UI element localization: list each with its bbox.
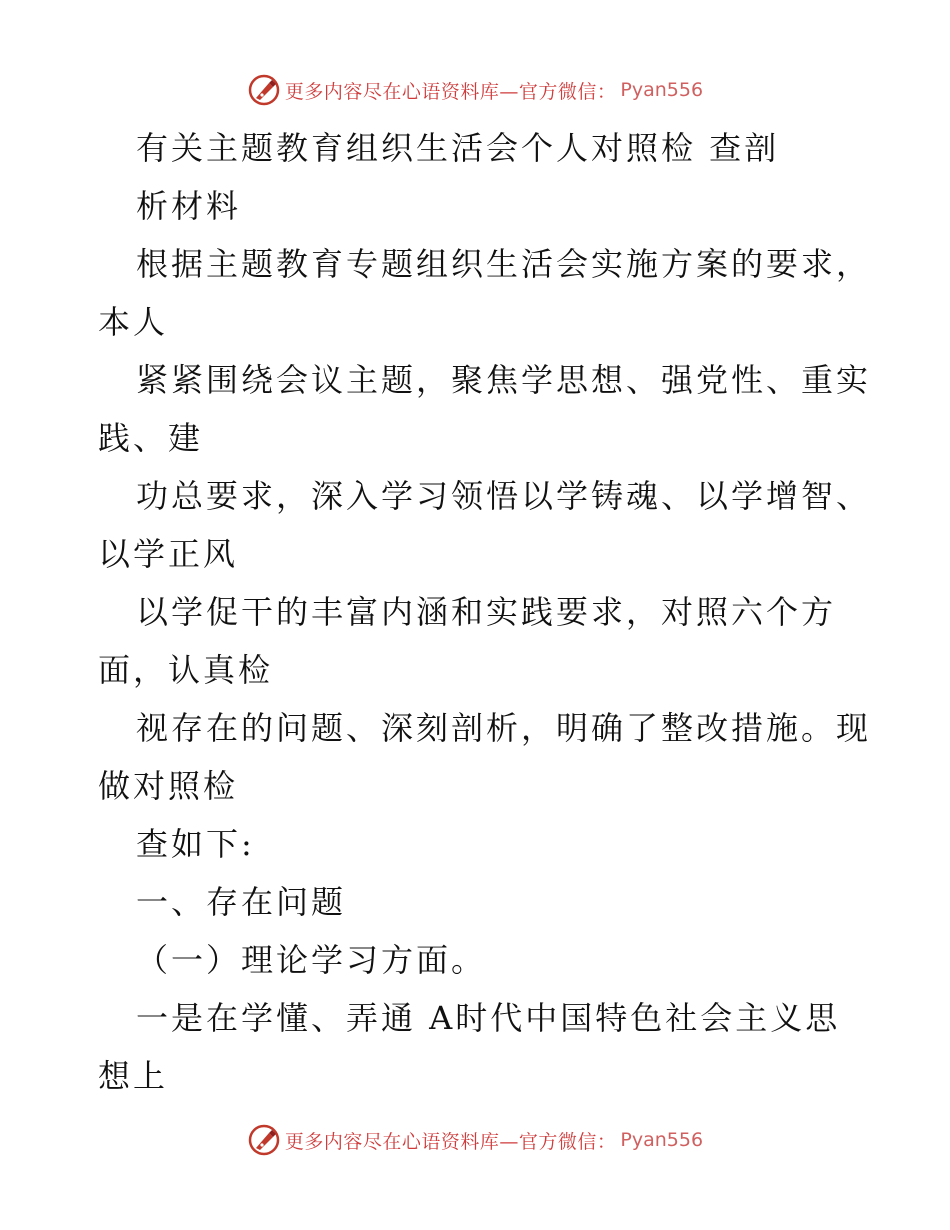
watermark-account: Pyan556: [620, 79, 704, 101]
doc-paragraph-line: 功总要求，深入学习领悟以学铸魂、以学增智、: [136, 477, 872, 515]
doc-paragraph-line: 以学促干的丰富内涵和实践要求，对照六个方: [136, 593, 837, 631]
watermark-footer: [0, 1120, 950, 1160]
doc-paragraph-line: 紧紧围绕会议主题，聚焦学思想、强党性、重实: [136, 361, 872, 399]
doc-paragraph-line: 一是在学懂、弄通 A时代中国特色社会主义思: [136, 999, 841, 1037]
doc-paragraph-line: 践、建: [98, 419, 204, 457]
doc-paragraph-line: 以学正风: [98, 535, 239, 573]
doc-paragraph-line: 本人: [98, 303, 169, 341]
doc-title-line-2: 析材料: [136, 187, 242, 225]
pen-nib-logo-icon: [247, 1123, 281, 1157]
section-heading: 一、存在问题: [136, 883, 347, 921]
doc-paragraph-line: 面，认真检: [98, 651, 274, 689]
doc-paragraph-line: 做对照检: [98, 767, 239, 805]
doc-paragraph-line: 视存在的问题、深刻剖析，明确了整改措施。现: [136, 709, 872, 747]
doc-paragraph-line: 想上: [98, 1057, 169, 1095]
watermark-header: [0, 70, 950, 110]
watermark-text: 更多内容尽在心语资料库—官方微信：: [284, 80, 617, 103]
watermark-text: 更多内容尽在心语资料库—官方微信：: [284, 1130, 617, 1153]
doc-title-line-1: 有关主题教育组织生活会个人对照检 查剖: [136, 129, 780, 167]
watermark-account: Pyan556: [620, 1129, 704, 1151]
pen-nib-logo-icon: [247, 73, 281, 107]
subsection-heading: （一）理论学习方面。: [136, 941, 487, 979]
doc-paragraph-line: 查如下:: [136, 825, 255, 863]
doc-paragraph-line: 根据主题教育专题组织生活会实施方案的要求，: [136, 245, 872, 283]
